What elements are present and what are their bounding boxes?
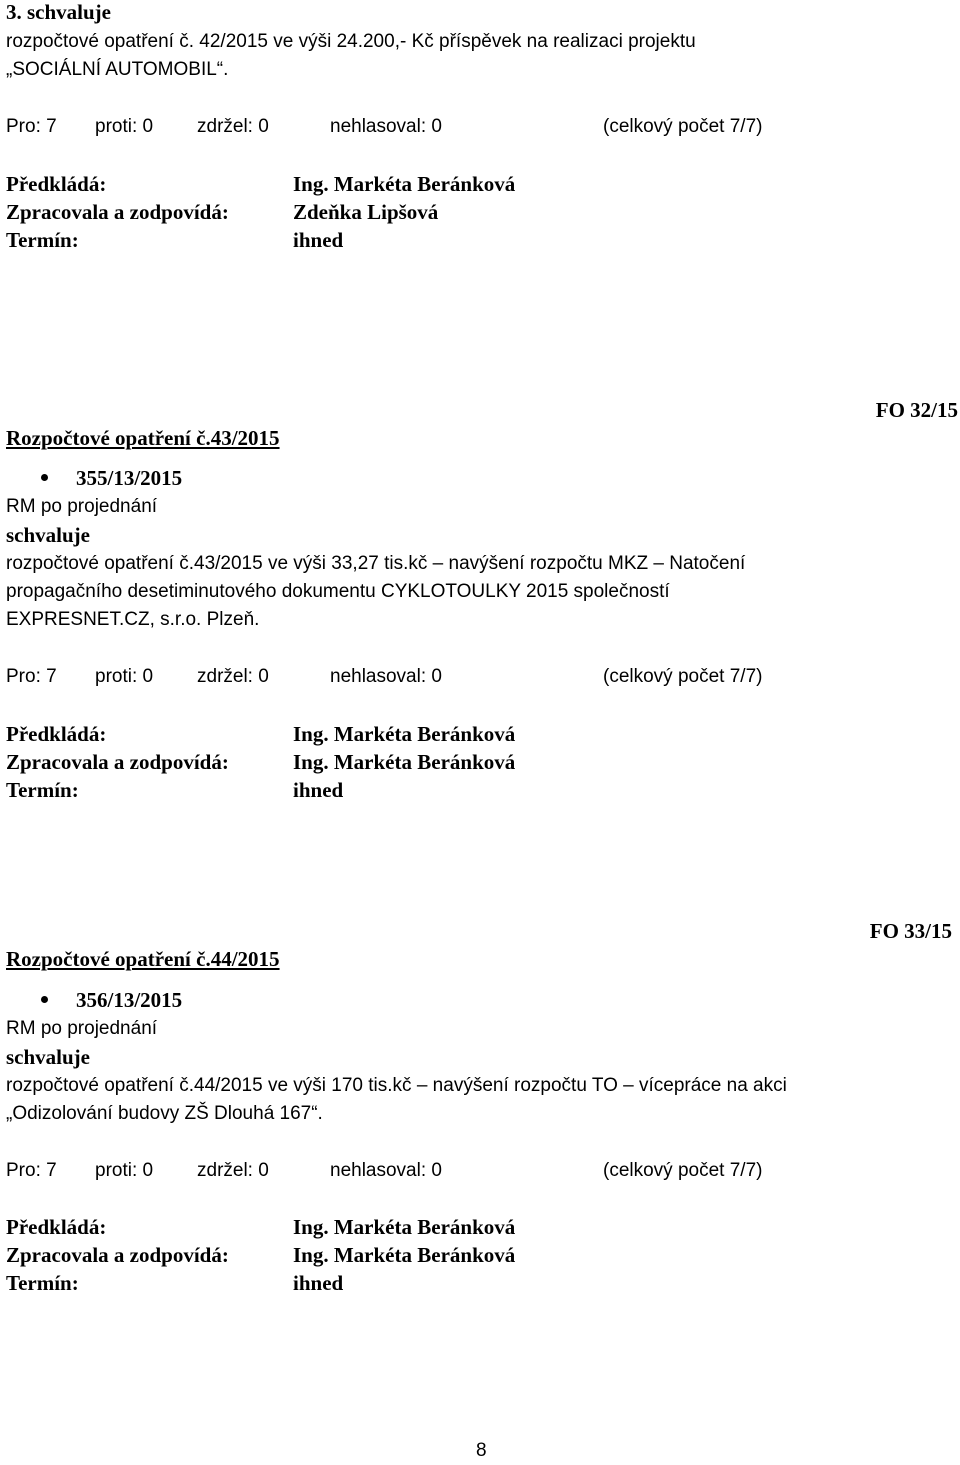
resolution-text-line: rozpočtové opatření č.44/2015 ve výši 170 tis.kč – navýšení rozpočtu TO – vícepráce na akci xyxy=(6,1075,787,1096)
resolution-verb: schvaluje xyxy=(6,1045,90,1069)
vote-total: (celkový počet 7/7) xyxy=(603,666,763,687)
budget-measure-title: Rozpočtové opatření č.43/2015 xyxy=(6,426,280,450)
vote-nehlasoval: nehlasoval: 0 xyxy=(330,666,442,687)
vote-zdrzel: zdržel: 0 xyxy=(197,1160,269,1181)
bullet-icon xyxy=(41,996,48,1003)
deadline-label: Termín: xyxy=(6,1271,79,1295)
deadline-label: Termín: xyxy=(6,228,79,252)
deadline-label: Termín: xyxy=(6,778,79,802)
deadline-value: ihned xyxy=(293,778,344,802)
page-number: 8 xyxy=(476,1440,487,1461)
responsible-label: Zpracovala a zodpovídá: xyxy=(6,750,229,774)
vote-pro: Pro: 7 xyxy=(6,1160,57,1181)
vote-total: (celkový počet 7/7) xyxy=(603,116,763,137)
fo-reference: FO 32/15 xyxy=(875,398,958,422)
resolution-text-line: propagačního desetiminutového dokumentu CYKLOTOULKY 2015 společností xyxy=(6,581,670,602)
submitter-label: Předkládá: xyxy=(6,172,107,196)
resolution-number: 355/13/2015 xyxy=(76,466,183,490)
vote-total: (celkový počet 7/7) xyxy=(603,1160,763,1181)
fo-reference: FO 33/15 xyxy=(869,919,952,943)
vote-nehlasoval: nehlasoval: 0 xyxy=(330,1160,442,1181)
bullet-icon xyxy=(41,474,48,481)
submitter-value: Ing. Markéta Beránková xyxy=(293,722,516,746)
vote-proti: proti: 0 xyxy=(95,116,154,137)
resolution-number: 356/13/2015 xyxy=(76,988,183,1012)
council-intro: RM po projednání xyxy=(6,1018,158,1039)
responsible-label: Zpracovala a zodpovídá: xyxy=(6,200,229,224)
responsible-value: Zdeňka Lipšová xyxy=(293,200,439,224)
budget-measure-title: Rozpočtové opatření č.44/2015 xyxy=(6,947,280,971)
submitter-value: Ing. Markéta Beránková xyxy=(293,172,516,196)
resolution-text-line: „Odizolování budovy ZŠ Dlouhá 167“. xyxy=(6,1103,323,1124)
section-heading: 3. schvaluje xyxy=(6,0,111,24)
vote-pro: Pro: 7 xyxy=(6,666,57,687)
deadline-value: ihned xyxy=(293,228,344,252)
submitter-label: Předkládá: xyxy=(6,722,107,746)
vote-zdrzel: zdržel: 0 xyxy=(197,666,269,687)
responsible-value: Ing. Markéta Beránková xyxy=(293,750,516,774)
resolution-text-line: EXPRESNET.CZ, s.r.o. Plzeň. xyxy=(6,609,260,630)
council-intro: RM po projednání xyxy=(6,496,158,517)
deadline-value: ihned xyxy=(293,1271,344,1295)
vote-nehlasoval: nehlasoval: 0 xyxy=(330,116,442,137)
resolution-text-line: rozpočtové opatření č.43/2015 ve výši 33,27 tis.kč – navýšení rozpočtu MKZ – Natočení xyxy=(6,553,746,574)
vote-zdrzel: zdržel: 0 xyxy=(197,116,269,137)
vote-pro: Pro: 7 xyxy=(6,116,57,137)
resolution-verb: schvaluje xyxy=(6,523,90,547)
submitter-label: Předkládá: xyxy=(6,1215,107,1239)
resolution-text-line: rozpočtové opatření č. 42/2015 ve výši 24.200,- Kč příspěvek na realizaci projektu xyxy=(6,31,696,52)
vote-proti: proti: 0 xyxy=(95,1160,154,1181)
responsible-label: Zpracovala a zodpovídá: xyxy=(6,1243,229,1267)
resolution-text-line: „SOCIÁLNÍ AUTOMOBIL“. xyxy=(6,59,229,80)
submitter-value: Ing. Markéta Beránková xyxy=(293,1215,516,1239)
responsible-value: Ing. Markéta Beránková xyxy=(293,1243,516,1267)
vote-proti: proti: 0 xyxy=(95,666,154,687)
